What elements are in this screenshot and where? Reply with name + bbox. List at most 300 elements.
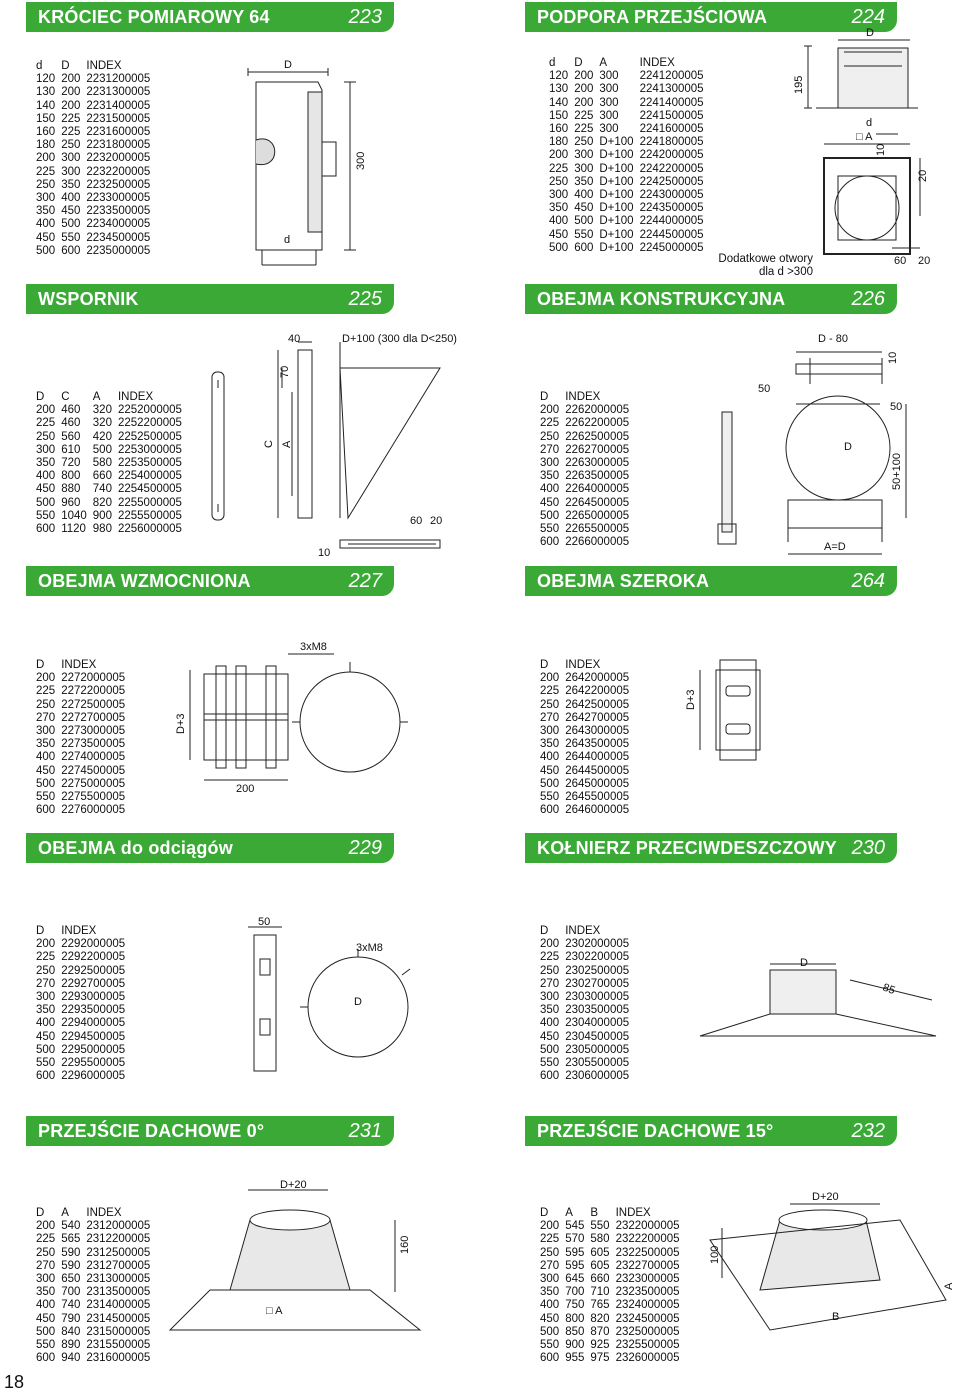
table-cell: 1040 <box>61 509 87 522</box>
table-cell: 550 <box>574 228 594 241</box>
table-cell: 400 <box>540 483 560 496</box>
table-cell: 560 <box>61 430 81 443</box>
table-row <box>36 951 131 964</box>
table-row <box>540 672 635 685</box>
table-cell: 400 <box>36 1017 56 1030</box>
table-cell: 250 <box>540 698 560 711</box>
table-cell: 225 <box>36 951 56 964</box>
section-title: KOŁNIERZ PRZECIWDESZCZOWY <box>537 837 837 858</box>
table-cell: 2233500005 <box>86 205 151 218</box>
label-50b: 50 <box>890 401 903 413</box>
table-row <box>36 457 188 470</box>
table-header-row <box>549 57 710 70</box>
table-cell: 2273000005 <box>61 725 126 738</box>
table-row <box>36 523 188 536</box>
table-cell: 350 <box>36 457 56 470</box>
table-cell: 2293000005 <box>61 991 126 1004</box>
table-cell: 570 <box>565 1233 585 1246</box>
table-cell: 2241800005 <box>639 136 704 149</box>
label-70: 70 <box>279 365 291 378</box>
table-cell: 300 <box>574 149 594 162</box>
table-row <box>540 1070 635 1083</box>
table-cell: 2302200005 <box>565 951 630 964</box>
table-cell: 450 <box>36 764 56 777</box>
table-cell: 225 <box>549 162 569 175</box>
table-cell: 2242000005 <box>639 149 704 162</box>
table-row <box>36 1339 156 1352</box>
drawing-230 <box>700 950 950 1050</box>
table-cell: 225 <box>574 123 594 136</box>
table-cell: 2293500005 <box>61 1004 126 1017</box>
column-header: INDEX <box>86 60 122 72</box>
table-cell: 600 <box>36 523 56 536</box>
table-cell: 550 <box>540 1339 560 1352</box>
table-cell: 2312700005 <box>86 1259 151 1272</box>
table-row <box>36 778 131 791</box>
table-row <box>540 1057 635 1070</box>
label-60: 60 <box>894 255 907 267</box>
label-10: 10 <box>318 547 331 559</box>
table-row <box>540 1044 635 1057</box>
table-cell: 450 <box>36 1312 56 1325</box>
table-cell: 2324000005 <box>615 1299 680 1312</box>
section-title: OBEJMA KONSTRUKCYJNA <box>537 288 786 309</box>
table-cell: 400 <box>540 1017 560 1030</box>
table-cell: 595 <box>565 1246 585 1259</box>
table-cell: 660 <box>590 1273 610 1286</box>
table-cell: 160 <box>36 126 56 139</box>
table-cell: 600 <box>574 241 594 254</box>
label-D: D <box>284 59 292 71</box>
table-cell: 400 <box>36 751 56 764</box>
table-cell: 350 <box>540 738 560 751</box>
table-row <box>36 152 156 165</box>
table-cell: D+100 <box>599 175 634 188</box>
table-cell: 2314500005 <box>86 1312 151 1325</box>
table-cell: 955 <box>565 1352 585 1365</box>
table-row <box>36 1220 156 1233</box>
table-cell: 450 <box>574 202 594 215</box>
table-cell: D+100 <box>599 136 634 149</box>
table-cell: 250 <box>540 964 560 977</box>
section-code: 227 <box>348 569 382 592</box>
table-cell: 450 <box>36 483 56 496</box>
table-cell: 350 <box>540 1286 560 1299</box>
table-cell: 2306000005 <box>565 1070 630 1083</box>
section-code: 264 <box>851 569 885 592</box>
table-cell: 2316000005 <box>86 1352 151 1365</box>
table-header-row <box>36 1207 156 1220</box>
column-header: D <box>36 1207 45 1219</box>
table-cell: 740 <box>61 1299 81 1312</box>
table-header-row <box>540 659 635 672</box>
column-header: A <box>599 57 608 69</box>
table-cell: 2644000005 <box>565 751 630 764</box>
table-cell: 2252000005 <box>117 404 182 417</box>
table-cell: 2242500005 <box>639 175 704 188</box>
table-cell: 225 <box>540 417 560 430</box>
table-230 <box>540 925 635 1083</box>
table-229 <box>36 925 131 1083</box>
label-10: 10 <box>887 351 899 364</box>
table-row <box>540 938 635 951</box>
column-header: D <box>36 391 45 403</box>
table-cell: 225 <box>61 112 81 125</box>
table-cell: 2646000005 <box>565 804 630 817</box>
section-title: PODPORA PRZEJŚCIOWA <box>537 6 768 27</box>
table-cell: 2274000005 <box>61 751 126 764</box>
table-cell: 550 <box>590 1220 610 1233</box>
table-row <box>549 202 710 215</box>
section-title: OBEJMA SZEROKA <box>537 570 710 591</box>
table-row <box>36 1017 131 1030</box>
table-row <box>549 215 710 228</box>
label-85: 85 <box>880 981 897 998</box>
label-20: 20 <box>430 515 443 527</box>
section-code: 225 <box>348 287 382 310</box>
table-cell: 880 <box>61 483 81 496</box>
table-cell: 200 <box>540 404 560 417</box>
table-row <box>540 951 635 964</box>
table-cell: 500 <box>540 777 560 790</box>
column-header: D <box>574 57 583 69</box>
table-cell: 2304000005 <box>565 1017 630 1030</box>
table-cell: 400 <box>540 751 560 764</box>
table-cell: 2272200005 <box>61 685 126 698</box>
table-row <box>36 1004 131 1017</box>
label-A: A <box>943 1282 955 1290</box>
header-231 <box>26 1116 394 1146</box>
table-cell: 450 <box>540 764 560 777</box>
table-row <box>540 431 635 444</box>
table-row <box>36 699 131 712</box>
table-header-row <box>540 391 635 404</box>
table-row <box>36 497 188 510</box>
drawing-223 <box>240 60 400 270</box>
table-cell: 2241300005 <box>639 83 704 96</box>
table-231 <box>36 1207 156 1365</box>
table-row <box>540 1313 686 1326</box>
label-height: 50+100 <box>891 452 903 490</box>
table-cell: D+100 <box>599 215 634 228</box>
table-cell: 140 <box>36 99 56 112</box>
table-row <box>36 86 156 99</box>
label-D: D <box>866 27 874 39</box>
table-cell: 2292500005 <box>61 964 126 977</box>
table-row <box>549 242 710 255</box>
section-code: 230 <box>851 836 885 859</box>
table-cell: 180 <box>549 136 569 149</box>
table-row <box>36 1233 156 1246</box>
table-row <box>36 751 131 764</box>
table-cell: 180 <box>36 139 56 152</box>
section-code: 226 <box>851 287 885 310</box>
table-cell: 225 <box>61 126 81 139</box>
table-row <box>549 136 710 149</box>
label-d: d <box>866 117 873 129</box>
section-code: 232 <box>851 1119 885 1142</box>
table-row <box>540 804 635 817</box>
table-cell: 150 <box>36 112 56 125</box>
table-cell: 2272700005 <box>61 711 126 724</box>
table-cell: 2295000005 <box>61 1043 126 1056</box>
table-cell: 2302700005 <box>565 977 630 990</box>
header-229 <box>26 833 394 863</box>
table-cell: 980 <box>92 523 112 536</box>
table-cell: 2303000005 <box>565 991 630 1004</box>
section-title: OBEJMA WZMOCNIONA <box>38 570 251 591</box>
table-row <box>36 938 131 951</box>
column-header: D <box>540 925 549 937</box>
table-cell: 565 <box>61 1233 81 1246</box>
column-header: INDEX <box>565 925 601 937</box>
table-cell: 300 <box>599 96 619 109</box>
table-cell: 200 <box>61 73 81 86</box>
table-cell: D+100 <box>599 162 634 175</box>
table-cell: 225 <box>540 685 560 698</box>
table-cell: 2642200005 <box>565 685 630 698</box>
header-230 <box>525 833 897 863</box>
table-cell: 400 <box>61 192 81 205</box>
table-cell: 550 <box>36 509 56 522</box>
label-20a: 20 <box>917 169 929 182</box>
table-row <box>549 189 710 202</box>
table-cell: 820 <box>92 496 112 509</box>
table-cell: 2256000005 <box>117 523 182 536</box>
table-cell: 610 <box>61 443 81 456</box>
header-226 <box>525 284 897 314</box>
table-cell: 500 <box>540 1043 560 1056</box>
table-cell: 400 <box>36 1299 56 1312</box>
table-row <box>549 123 710 136</box>
table-row <box>540 417 635 430</box>
table-row <box>36 218 156 231</box>
table-cell: 645 <box>565 1273 585 1286</box>
column-header: d <box>549 57 556 69</box>
table-row <box>36 431 188 444</box>
table-row <box>540 1339 686 1352</box>
table-cell: 200 <box>36 1220 56 1233</box>
table-cell: 2302000005 <box>565 938 630 951</box>
table-row <box>36 1260 156 1273</box>
table-cell: 2272500005 <box>61 698 126 711</box>
table-cell: 120 <box>549 70 569 83</box>
table-row <box>549 149 710 162</box>
table-232 <box>540 1207 686 1365</box>
table-row <box>540 1017 635 1030</box>
table-cell: 710 <box>590 1286 610 1299</box>
table-cell: 605 <box>590 1246 610 1259</box>
table-cell: 925 <box>590 1339 610 1352</box>
table-cell: 2264000005 <box>565 483 630 496</box>
table-row <box>540 699 635 712</box>
table-cell: 2232000005 <box>86 152 151 165</box>
table-row <box>36 1299 156 1312</box>
table-cell: 2302500005 <box>565 964 630 977</box>
table-row <box>540 991 635 1004</box>
table-cell: 600 <box>540 1352 560 1365</box>
table-cell: 2243500005 <box>639 202 704 215</box>
table-cell: 660 <box>92 470 112 483</box>
table-row <box>540 444 635 457</box>
column-header: INDEX <box>61 659 97 671</box>
table-row <box>36 205 156 218</box>
table-cell: 2644500005 <box>565 764 630 777</box>
table-cell: 200 <box>540 1220 560 1233</box>
table-row <box>549 176 710 189</box>
column-header: D <box>36 925 45 937</box>
table-row <box>36 73 156 86</box>
label-C: C <box>263 440 275 448</box>
table-cell: 2326000005 <box>615 1352 680 1365</box>
table-cell: 820 <box>590 1312 610 1325</box>
table-cell: 2263500005 <box>565 470 630 483</box>
table-224 <box>549 57 710 255</box>
table-cell: 200 <box>36 152 56 165</box>
table-row <box>540 1273 686 1286</box>
drawing-224 <box>780 26 950 266</box>
table-cell: 270 <box>36 977 56 990</box>
table-row <box>540 791 635 804</box>
table-cell: 200 <box>36 672 56 685</box>
table-cell: 120 <box>36 73 56 86</box>
table-cell: 2265000005 <box>565 509 630 522</box>
table-row <box>36 1247 156 1260</box>
header-227 <box>26 566 394 596</box>
table-cell: 300 <box>61 165 81 178</box>
table-row <box>540 404 635 417</box>
table-cell: 2275000005 <box>61 777 126 790</box>
column-header: INDEX <box>639 57 675 69</box>
table-cell: 270 <box>36 1259 56 1272</box>
table-row <box>36 192 156 205</box>
table-row <box>36 126 156 139</box>
label-top: D+100 (300 dla D<250) <box>342 333 457 345</box>
table-cell: 750 <box>565 1299 585 1312</box>
table-cell: 300 <box>36 991 56 1004</box>
page-number: 18 <box>4 1372 25 1392</box>
table-cell: 320 <box>92 417 112 430</box>
label-195: 195 <box>793 75 805 94</box>
table-cell: 600 <box>36 1352 56 1365</box>
column-header: D <box>540 391 549 403</box>
table-row <box>36 1273 156 1286</box>
table-cell: 540 <box>61 1220 81 1233</box>
table-cell: 2254000005 <box>117 470 182 483</box>
label-160: 160 <box>399 1235 411 1254</box>
table-row <box>36 738 131 751</box>
drawing-232 <box>700 1180 960 1350</box>
table-row <box>36 1057 131 1070</box>
table-header-row <box>540 925 635 938</box>
table-cell: 500 <box>540 1325 560 1338</box>
table-cell: 2241500005 <box>639 109 704 122</box>
table-cell: 200 <box>549 149 569 162</box>
table-cell: 300 <box>540 725 560 738</box>
table-cell: 270 <box>540 711 560 724</box>
table-row <box>549 163 710 176</box>
table-cell: 150 <box>549 109 569 122</box>
table-cell: 2235000005 <box>86 244 151 257</box>
drawing-227 <box>160 640 420 800</box>
table-cell: 720 <box>61 457 81 470</box>
table-cell: 420 <box>92 430 112 443</box>
table-cell: 300 <box>540 991 560 1004</box>
column-header: D <box>61 60 70 72</box>
table-cell: 270 <box>540 977 560 990</box>
table-row <box>549 83 710 96</box>
table-cell: 400 <box>36 470 56 483</box>
label-A-equals-D: A=D <box>824 541 846 553</box>
column-header: C <box>61 391 70 403</box>
label-3xM8: 3xM8 <box>300 641 327 653</box>
table-row <box>36 791 131 804</box>
table-cell: 500 <box>92 443 112 456</box>
table-cell: 740 <box>92 483 112 496</box>
table-cell: 2325000005 <box>615 1325 680 1338</box>
table-cell: 270 <box>540 1259 560 1272</box>
table-cell: 900 <box>92 509 112 522</box>
table-cell: 2313000005 <box>86 1273 151 1286</box>
table-cell: 2322700005 <box>615 1259 680 1272</box>
table-cell: 500 <box>36 1325 56 1338</box>
table-cell: 2322500005 <box>615 1246 680 1259</box>
table-cell: 2253500005 <box>117 457 182 470</box>
table-row <box>549 110 710 123</box>
table-row <box>36 725 131 738</box>
table-cell: 550 <box>61 231 81 244</box>
table-cell: 765 <box>590 1299 610 1312</box>
table-cell: 2312000005 <box>86 1220 151 1233</box>
table-cell: 600 <box>540 804 560 817</box>
table-header-row <box>36 659 131 672</box>
section-title: PRZEJŚCIE DACHOWE 0° <box>38 1120 265 1141</box>
header-225 <box>26 284 394 314</box>
table-cell: 595 <box>565 1259 585 1272</box>
table-cell: 2266000005 <box>565 536 630 549</box>
section-code: 229 <box>348 836 382 859</box>
table-cell: 270 <box>36 711 56 724</box>
table-cell: 900 <box>565 1339 585 1352</box>
table-row <box>540 738 635 751</box>
table-cell: 350 <box>574 175 594 188</box>
table-cell: 790 <box>61 1312 81 1325</box>
table-cell: 2262700005 <box>565 443 630 456</box>
table-cell: D+100 <box>599 202 634 215</box>
table-row <box>549 229 710 242</box>
column-header: INDEX <box>86 1207 122 1219</box>
table-cell: 250 <box>540 1246 560 1259</box>
label-D-plus-3: D+3 <box>685 689 697 710</box>
table-cell: 2324500005 <box>615 1312 680 1325</box>
table-cell: 2292000005 <box>61 938 126 951</box>
table-row <box>540 457 635 470</box>
table-cell: 890 <box>61 1339 81 1352</box>
label-A: A <box>281 440 293 448</box>
note-line-1: Dodatkowe otwory <box>718 253 813 265</box>
drawing-264 <box>680 650 800 770</box>
table-row <box>540 778 635 791</box>
table-cell: 225 <box>574 109 594 122</box>
table-cell: 2274500005 <box>61 764 126 777</box>
table-cell: 2231600005 <box>86 126 151 139</box>
table-cell: 2312200005 <box>86 1233 151 1246</box>
table-cell: 2294500005 <box>61 1030 126 1043</box>
table-cell: 450 <box>540 1030 560 1043</box>
table-cell: 250 <box>36 430 56 443</box>
table-cell: 2231800005 <box>86 139 151 152</box>
table-cell: 2305500005 <box>565 1057 630 1070</box>
